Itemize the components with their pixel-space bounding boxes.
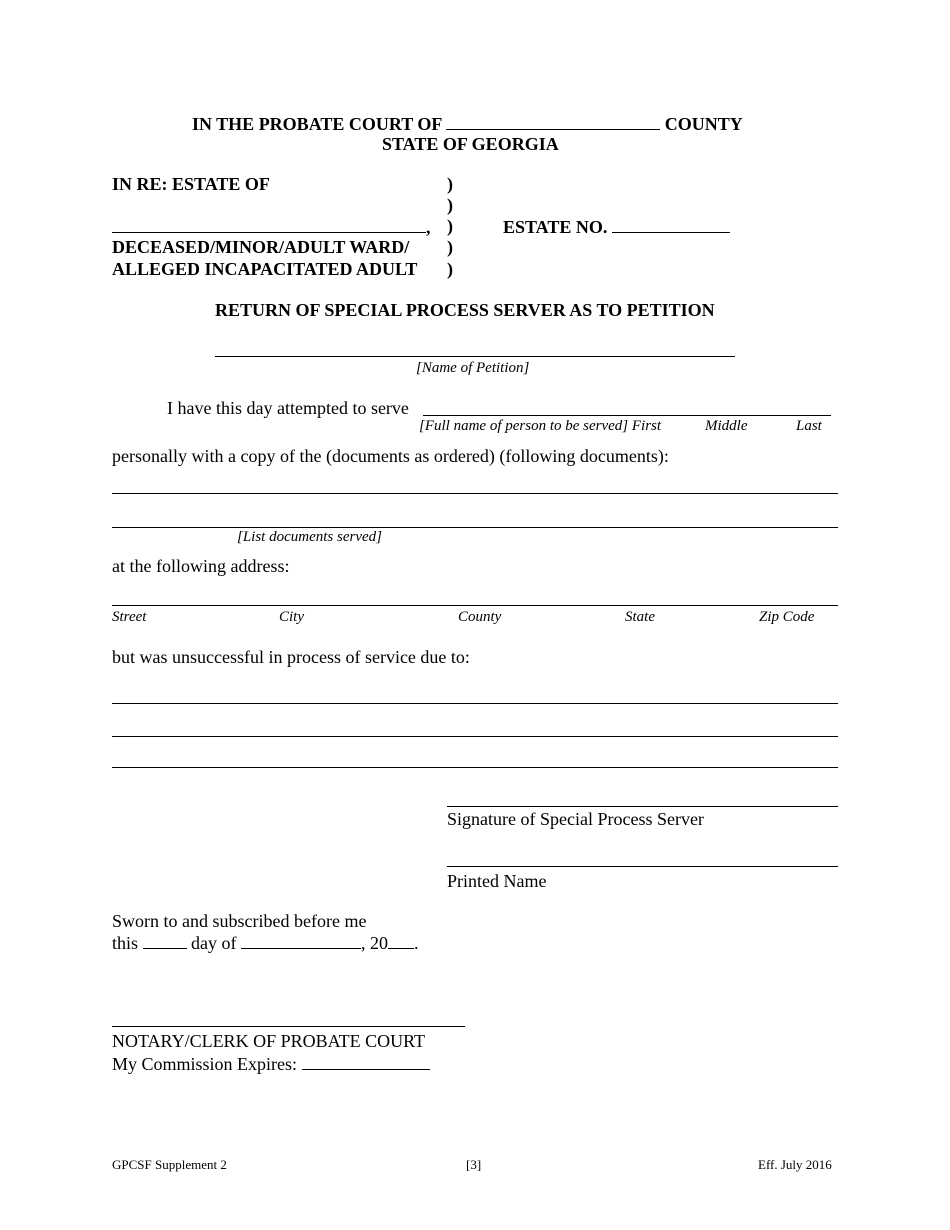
server-signature-label: Signature of Special Process Server xyxy=(447,809,704,829)
estate-name-blank xyxy=(112,217,426,233)
footer-effective-date: Eff. July 2016 xyxy=(758,1157,832,1172)
deceased-name-line xyxy=(112,217,431,236)
printed-name-label: Printed Name xyxy=(447,871,547,891)
estate-number xyxy=(503,217,730,236)
caption-paren: ) xyxy=(447,195,453,215)
server-signature-line xyxy=(447,806,838,807)
party-type-line2: ALLEGED INCAPACITATED ADULT xyxy=(112,259,418,279)
serve-statement: I have this day attempted to serve xyxy=(167,398,409,418)
commission-label: My Commission Expires: xyxy=(112,1054,298,1074)
reason-line xyxy=(112,703,838,704)
estate-no-label: ESTATE NO. xyxy=(503,217,608,237)
commission-line xyxy=(112,1054,430,1073)
person-label-first: [Full name of person to be served] First xyxy=(419,418,662,434)
petition-name-label: [Name of Petition] xyxy=(416,360,530,376)
day-blank xyxy=(143,933,187,949)
form-title: RETURN OF SPECIAL PROCESS SERVER AS TO PETITION xyxy=(215,300,715,320)
sworn-this: this xyxy=(112,933,139,953)
documents-label: [List documents served] xyxy=(237,529,382,545)
caption-paren: ) xyxy=(447,259,453,279)
caption-paren: ) xyxy=(447,237,453,257)
year-blank xyxy=(388,933,414,949)
person-label-last: Last xyxy=(796,418,822,434)
petition-name-line xyxy=(215,356,735,357)
court-heading xyxy=(192,114,743,133)
court-suffix: COUNTY xyxy=(664,114,743,134)
caption-paren: ) xyxy=(447,216,453,236)
reason-line xyxy=(112,736,838,737)
reason-line xyxy=(112,767,838,768)
address-line xyxy=(112,605,838,606)
address-label-city: City xyxy=(279,609,304,625)
sworn-year-prefix: , 20 xyxy=(361,933,388,953)
caption-comma: , xyxy=(426,217,431,237)
sworn-period: . xyxy=(414,933,419,953)
address-label-state: State xyxy=(625,609,655,625)
address-label-street: Street xyxy=(112,609,147,625)
state-heading: STATE OF GEORGIA xyxy=(382,134,559,154)
documents-line xyxy=(112,493,838,494)
sworn-day-of: day of xyxy=(191,933,237,953)
notary-title: NOTARY/CLERK OF PROBATE COURT xyxy=(112,1031,426,1051)
footer-form-id: GPCSF Supplement 2 xyxy=(112,1157,227,1172)
county-blank xyxy=(446,114,660,130)
footer-page-number: [3] xyxy=(466,1157,482,1172)
documents-line xyxy=(112,527,838,528)
estate-no-blank xyxy=(612,217,730,233)
person-served-line xyxy=(423,415,831,416)
documents-intro: personally with a copy of the (documents as ordered) (following documents): xyxy=(112,446,669,466)
caption-paren: ) xyxy=(447,174,453,194)
printed-name-line xyxy=(447,866,838,867)
commission-blank xyxy=(302,1054,430,1070)
sworn-line1: Sworn to and subscribed before me xyxy=(112,911,367,931)
sworn-line2 xyxy=(112,933,419,952)
party-type-line1: DECEASED/MINOR/ADULT WARD/ xyxy=(112,237,410,257)
address-label-zip: Zip Code xyxy=(759,609,815,625)
in-re-label: IN RE: ESTATE OF xyxy=(112,174,270,194)
month-blank xyxy=(241,933,361,949)
notary-signature-line xyxy=(112,1026,465,1027)
court-prefix: IN THE PROBATE COURT OF xyxy=(192,114,442,134)
person-label-middle: Middle xyxy=(705,418,748,434)
address-intro: at the following address: xyxy=(112,556,290,576)
unsuccessful-intro: but was unsuccessful in process of service due to: xyxy=(112,647,470,667)
address-label-county: County xyxy=(458,609,502,625)
